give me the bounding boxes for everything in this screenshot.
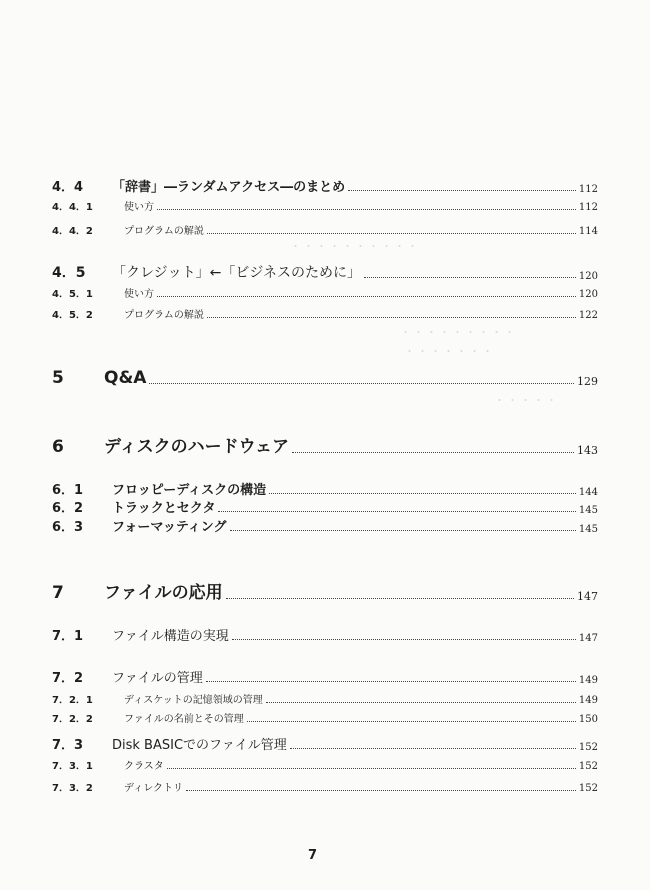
bleed-through-text: ・・・・・ (494, 394, 559, 407)
section-title: 使い方 (124, 202, 154, 213)
toc-entry-6-3 (52, 516, 598, 535)
dot-leader (167, 768, 576, 769)
page-ref: 149 (578, 695, 598, 706)
section-title: 使い方 (124, 289, 154, 300)
dot-leader (186, 790, 576, 791)
chapter-title: Q&A (104, 368, 147, 388)
page-ref: 144 (578, 487, 598, 498)
section-number: 4．4．2 (52, 226, 93, 237)
section-number: 6．2 (52, 501, 84, 516)
toc-entry-7-2-2 (52, 710, 598, 725)
bleed-through-text: ・・・・・・・・・・ (290, 240, 420, 253)
toc-entry-6-1 (52, 479, 598, 498)
chapter-title: ファイルの応用 (104, 583, 223, 603)
page-ref: 150 (578, 714, 598, 725)
toc-entry-4-4-2 (52, 222, 598, 237)
dot-leader (348, 190, 576, 191)
toc-entry-4-4 (52, 176, 598, 195)
toc-chapter-5 (52, 368, 598, 388)
section-number: 6．1 (52, 483, 84, 498)
toc-chapter-7 (52, 578, 598, 603)
section-number: 7．2．1 (52, 695, 93, 706)
page-ref: 122 (578, 310, 598, 321)
page-ref: 120 (578, 271, 598, 282)
section-title: フロッピーディスクの構造 (112, 483, 267, 498)
section-title: ディレクトリ (124, 783, 183, 794)
toc-entry-7-1 (52, 625, 598, 644)
dot-leader (266, 702, 576, 703)
page-ref: 145 (578, 524, 598, 535)
bleed-through-text: ・・・・・・・ (404, 345, 495, 358)
dot-leader (292, 452, 574, 453)
dot-leader (206, 681, 576, 682)
section-number: 7．3 (52, 738, 84, 753)
section-number: 7．1 (52, 629, 84, 644)
dot-leader (149, 383, 574, 384)
toc-entry-4-5-1 (52, 285, 598, 300)
chapter-number: 6 (52, 437, 64, 457)
dot-leader (230, 530, 576, 531)
toc-entry-7-2 (52, 667, 598, 686)
page-ref: 143 (577, 444, 598, 457)
dot-leader (364, 277, 576, 278)
toc-entry-4-5 (52, 262, 598, 282)
dot-leader (226, 598, 574, 599)
section-number: 7．3．1 (52, 761, 93, 772)
page-ref: 152 (578, 761, 598, 772)
section-title: ディスケットの記憶領域の管理 (124, 695, 263, 706)
page-number: 7 (308, 848, 318, 863)
chapter-number: 5 (52, 368, 64, 388)
section-number: 7．2 (52, 671, 84, 686)
dot-leader (232, 639, 576, 640)
page-ref: 147 (577, 590, 598, 603)
dot-leader (207, 233, 576, 234)
section-number: 4．5．1 (52, 289, 93, 300)
toc-entry-7-2-1 (52, 691, 598, 706)
page-ref: 147 (578, 633, 598, 644)
dot-leader (207, 317, 576, 318)
section-title: ファイルの管理 (112, 671, 203, 686)
page-ref: 114 (578, 226, 598, 237)
section-number: 7．3．2 (52, 783, 93, 794)
section-number: 6．3 (52, 520, 84, 535)
section-title: フォーマッティング (112, 520, 227, 535)
section-title: プログラムの解説 (124, 226, 204, 237)
toc-entry-6-2 (52, 497, 598, 516)
section-title: Disk BASICでのファイル管理 (112, 738, 287, 753)
page-ref: 145 (578, 505, 598, 516)
dot-leader (269, 493, 576, 494)
dot-leader (247, 721, 576, 722)
page-ref: 112 (578, 202, 598, 213)
dot-leader (157, 209, 576, 210)
section-title: プログラムの解説 (124, 310, 204, 321)
toc-entry-7-3 (52, 734, 598, 753)
chapter-title: ディスクのハードウェア (104, 437, 289, 457)
dot-leader (218, 511, 575, 512)
section-title: クラスタ (124, 761, 164, 772)
section-number: 7．2．2 (52, 714, 93, 725)
toc-entry-4-4-1 (52, 198, 598, 213)
toc-chapter-6 (52, 432, 598, 457)
page-ref: 120 (578, 289, 598, 300)
dot-leader (290, 748, 576, 749)
page-ref: 112 (578, 184, 598, 195)
section-title: ファイルの名前とその管理 (124, 714, 244, 725)
section-title: トラックとセクタ (112, 501, 216, 516)
page-ref: 152 (578, 742, 598, 753)
dot-leader (157, 296, 576, 297)
toc-entry-7-3-2 (52, 779, 598, 794)
section-number: 4．4 (52, 180, 84, 195)
chapter-number: 7 (52, 583, 64, 603)
page-ref: 152 (578, 783, 598, 794)
section-title: 「辞書」―ランダムアクセス―のまとめ (112, 180, 346, 195)
section-number: 4．5 (52, 265, 86, 281)
section-title: ファイル構造の実現 (112, 629, 229, 644)
toc-entry-7-3-1 (52, 757, 598, 772)
page-ref: 129 (577, 375, 598, 388)
page-ref: 149 (578, 675, 598, 686)
section-number: 4．4．1 (52, 202, 93, 213)
section-number: 4．5．2 (52, 310, 93, 321)
toc-entry-4-5-2 (52, 306, 598, 321)
section-title: 「クレジット」←「ビジネスのために」 (112, 265, 361, 281)
bleed-through-text: ・・・・・・・・・ (400, 326, 517, 339)
